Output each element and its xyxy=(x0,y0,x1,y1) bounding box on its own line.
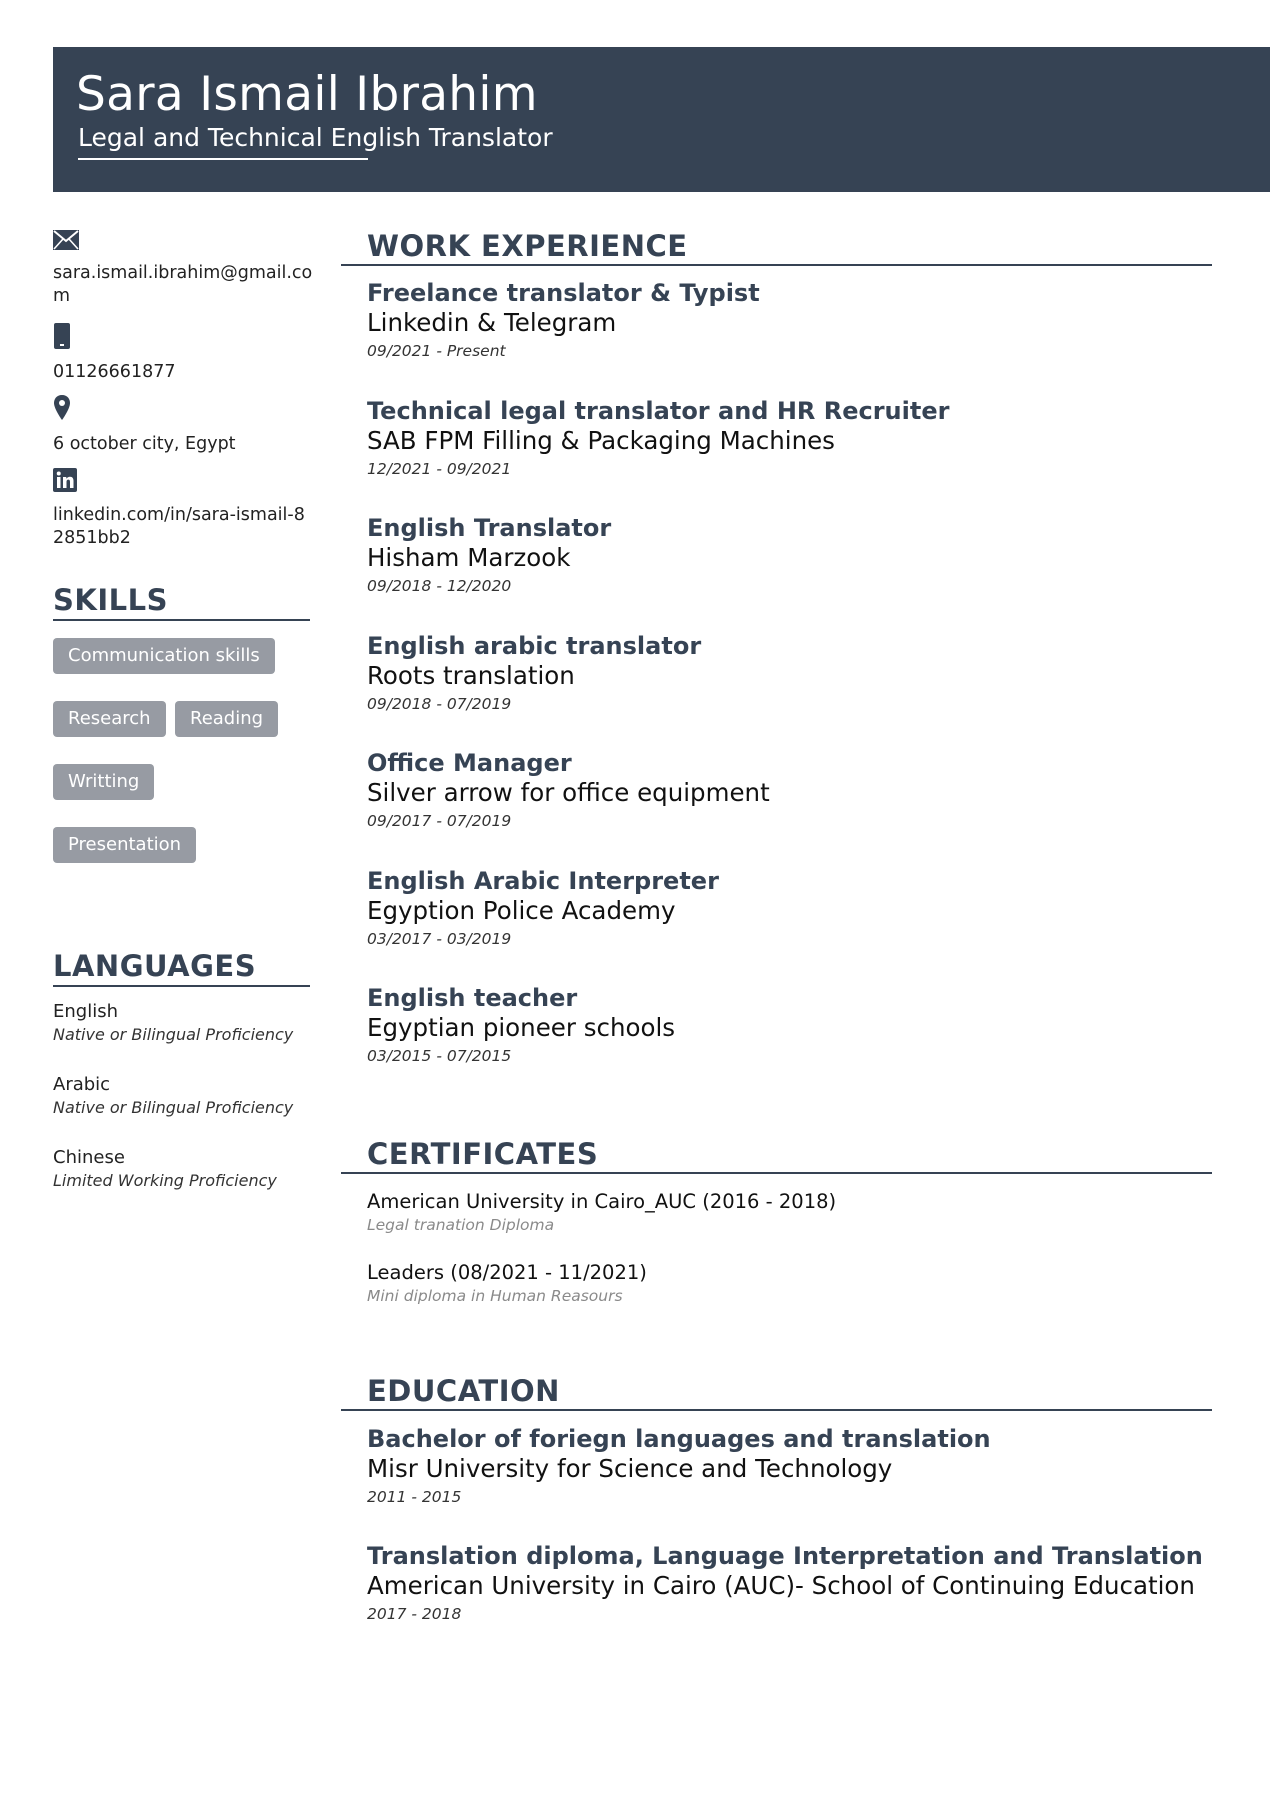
language-item xyxy=(53,1000,313,1046)
candidate-name: Sara Ismail Ibrahim xyxy=(76,67,538,122)
work-entry xyxy=(367,631,1217,717)
work-entry xyxy=(367,396,1217,482)
contact-phone xyxy=(53,323,313,384)
job-dates: 12/2021 - 09/2021 xyxy=(367,460,512,478)
certificate-entry xyxy=(367,1189,1217,1235)
job-title: English Translator xyxy=(367,514,612,542)
skill-chip: Research xyxy=(53,701,166,737)
language-name: Chinese xyxy=(53,1147,125,1168)
certificate-description: Legal tranation Diploma xyxy=(367,1216,555,1234)
linkedin-text[interactable]: linkedin.com/in/sara-ismail-82851bb2 xyxy=(53,505,305,548)
employer: SAB FPM Filling & Packaging Machines xyxy=(367,426,835,455)
certificates-heading: CERTIFICATES xyxy=(341,1137,1212,1174)
work-experience-heading: WORK EXPERIENCE xyxy=(341,229,1212,266)
job-title: Technical legal translator and HR Recruiter xyxy=(367,397,950,425)
language-level: Limited Working Proficiency xyxy=(53,1171,277,1190)
candidate-title: Legal and Technical English Translator xyxy=(78,123,553,152)
location-text: 6 october city, Egypt xyxy=(53,434,236,454)
employer: Egyption Police Academy xyxy=(367,896,676,925)
employer: Roots translation xyxy=(367,661,575,690)
education-dates: 2011 - 2015 xyxy=(367,1488,462,1506)
certificate-description: Mini diploma in Human Reasours xyxy=(367,1287,623,1305)
language-level: Native or Bilingual Proficiency xyxy=(53,1098,294,1117)
job-title: Freelance translator & Typist xyxy=(367,279,760,307)
skill-chip: Communication skills xyxy=(53,638,275,674)
location-pin-icon xyxy=(53,395,313,428)
language-name: English xyxy=(53,1001,118,1022)
work-entry xyxy=(367,983,1217,1069)
phone-icon xyxy=(53,323,313,356)
work-entry xyxy=(367,748,1217,834)
envelope-icon xyxy=(53,230,313,257)
certificate-name: American University in Cairo_AUC (2016 - 2018) xyxy=(367,1190,837,1213)
email-text[interactable]: sara.ismail.ibrahim@gmail.com xyxy=(53,263,313,306)
contact-email xyxy=(53,230,313,308)
job-dates: 09/2018 - 12/2020 xyxy=(367,577,512,595)
education-entry xyxy=(367,1424,1217,1510)
job-title: English Arabic Interpreter xyxy=(367,867,719,895)
phone-text: 01126661877 xyxy=(53,362,176,382)
education-dates: 2017 - 2018 xyxy=(367,1605,462,1623)
skills-heading: SKILLS xyxy=(53,583,310,621)
job-title: English teacher xyxy=(367,984,578,1012)
work-entry xyxy=(367,866,1217,952)
employer: Egyptian pioneer schools xyxy=(367,1013,676,1042)
linkedin-icon xyxy=(53,468,313,499)
language-level: Native or Bilingual Proficiency xyxy=(53,1025,294,1044)
employer: Hisham Marzook xyxy=(367,543,571,572)
job-title: English arabic translator xyxy=(367,632,702,660)
institution: American University in Cairo (AUC)- School of Continuing Education xyxy=(367,1571,1195,1600)
language-item xyxy=(53,1146,313,1192)
degree-title: Bachelor of foriegn languages and translation xyxy=(367,1425,991,1453)
institution: Misr University for Science and Technology xyxy=(367,1454,893,1483)
skill-chip: Writting xyxy=(53,764,154,800)
job-dates: 03/2017 - 03/2019 xyxy=(367,930,512,948)
job-dates: 03/2015 - 07/2015 xyxy=(367,1047,512,1065)
contact-location xyxy=(53,395,313,456)
language-name: Arabic xyxy=(53,1074,111,1095)
job-dates: 09/2018 - 07/2019 xyxy=(367,695,512,713)
degree-title: Translation diploma, Language Interpretation and Translation xyxy=(367,1542,1203,1570)
job-dates: 09/2017 - 07/2019 xyxy=(367,812,512,830)
title-underline xyxy=(78,158,368,160)
education-heading: EDUCATION xyxy=(341,1374,1212,1411)
contact-linkedin xyxy=(53,468,313,550)
certificate-name: Leaders (08/2021 - 11/2021) xyxy=(367,1261,647,1284)
skill-chip: Presentation xyxy=(53,827,196,863)
certificate-entry xyxy=(367,1260,1217,1306)
skill-chip: Reading xyxy=(175,701,278,737)
work-entry xyxy=(367,513,1217,599)
education-entry xyxy=(367,1541,1217,1627)
employer: Silver arrow for office equipment xyxy=(367,778,770,807)
job-dates: 09/2021 - Present xyxy=(367,342,506,360)
employer: Linkedin & Telegram xyxy=(367,308,617,337)
languages-heading: LANGUAGES xyxy=(53,949,310,987)
language-item xyxy=(53,1073,313,1119)
resume-header xyxy=(53,47,1270,192)
work-entry xyxy=(367,278,1217,364)
job-title: Office Manager xyxy=(367,749,572,777)
